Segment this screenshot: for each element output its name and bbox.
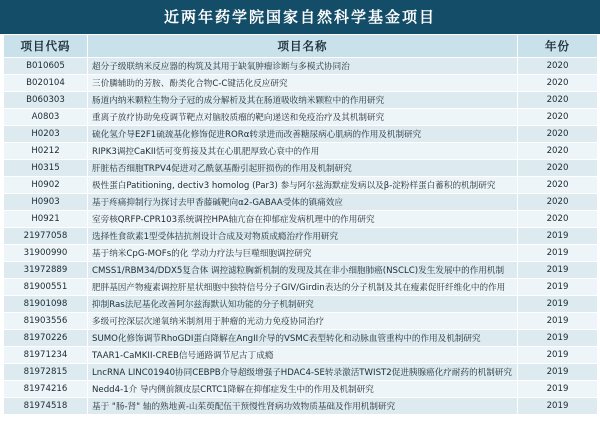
table-row bbox=[4, 75, 598, 92]
project-name-cell: 肠道内纳米颗粒生物分子冠的成分解析及其在肠道吸收纳米颗粒中的作用研究 bbox=[88, 92, 518, 109]
project-name-cell: 基于疼痛抑制行为探讨去甲香藤碱靶向α2-GABAA受体的镇痛效应 bbox=[88, 194, 518, 211]
project-year-cell: 2019 bbox=[518, 296, 598, 313]
project-name-cell: CMSS1/RBM34/DDX5复合体 调控滤粒胸新机制的发现及其在非小细胞肺癌(NSCLC)发生发展中的作用机制 bbox=[88, 262, 518, 279]
project-year-cell: 2019 bbox=[518, 245, 598, 262]
project-name-cell: 硫化氢介导E2F1硫巯基化修饰促进RORα转录进而改善糖尿病心肌病的作用及机制研究 bbox=[88, 126, 518, 143]
header-year: 年份 bbox=[518, 35, 598, 58]
table-row bbox=[4, 398, 598, 415]
project-year-cell: 2019 bbox=[518, 313, 598, 330]
table-row bbox=[4, 92, 598, 109]
project-year-cell: 2020 bbox=[518, 109, 598, 126]
table-row bbox=[4, 177, 598, 194]
table-row bbox=[4, 160, 598, 177]
table-row bbox=[4, 381, 598, 398]
table-row bbox=[4, 211, 598, 228]
project-code-cell: H0315 bbox=[4, 160, 88, 177]
project-year-cell: 2019 bbox=[518, 228, 598, 245]
table-row bbox=[4, 126, 598, 143]
table-row bbox=[4, 194, 598, 211]
table-body bbox=[4, 58, 598, 415]
table-row bbox=[4, 313, 598, 330]
project-year-cell: 2020 bbox=[518, 58, 598, 75]
project-code-cell: H0921 bbox=[4, 211, 88, 228]
table-header-row bbox=[4, 35, 598, 58]
project-code-cell: 81972815 bbox=[4, 364, 88, 381]
page-title: 近两年药学院国家自然科学基金项目 bbox=[0, 0, 600, 34]
project-code-cell: A0803 bbox=[4, 109, 88, 126]
project-year-cell: 2020 bbox=[518, 126, 598, 143]
project-code-cell: 21977058 bbox=[4, 228, 88, 245]
project-year-cell: 2020 bbox=[518, 143, 598, 160]
project-name-cell: 选择性食欲素1型受体拮抗剂设计合成及对物质成瘾治疗作用研究 bbox=[88, 228, 518, 245]
project-code-cell: 81900551 bbox=[4, 279, 88, 296]
project-name-cell: Nedd4-1介 导内侧前额皮层CRTC1降解在抑郁症发生中的作用及机制研究 bbox=[88, 381, 518, 398]
table-row bbox=[4, 330, 598, 347]
project-name-cell: 超分子级联纳米反应器的构筑及其用于缺氧肿瘤诊断与多模式协同治 bbox=[88, 58, 518, 75]
project-code-cell: H0903 bbox=[4, 194, 88, 211]
project-code-cell: 81974518 bbox=[4, 398, 88, 415]
table-row bbox=[4, 347, 598, 364]
header-code: 项目代码 bbox=[4, 35, 88, 58]
project-year-cell: 2020 bbox=[518, 194, 598, 211]
table-row bbox=[4, 143, 598, 160]
table-row bbox=[4, 58, 598, 75]
project-name-cell: TAAR1-CaMKII-CREB信号通路调节尼古丁成瘾 bbox=[88, 347, 518, 364]
table-row bbox=[4, 109, 598, 126]
project-year-cell: 2020 bbox=[518, 211, 598, 228]
projects-table bbox=[3, 34, 598, 415]
project-name-cell: 极性蛋白Patitioning, dectiv3 homolog (Par3) 参与阿尔兹海默症发病以及β-淀粉样蛋白蓄积的机制研究 bbox=[88, 177, 518, 194]
project-code-cell: 31972889 bbox=[4, 262, 88, 279]
project-name-cell: 基于 "肠-肾" 轴的熟地黄-山茱萸配伍干预慢性肾病功效物质基础及作用机制研究 bbox=[88, 398, 518, 415]
project-name-cell: 肥胖基因产物瘦素调控肝星状细胞中独特信号分子GIV/Girdin表达的分子机制及其在瘦素促肝纤维化中的作用 bbox=[88, 279, 518, 296]
table-row bbox=[4, 262, 598, 279]
table-row bbox=[4, 296, 598, 313]
project-name-cell: SUMO化修饰调节RhoGDI蛋白降解在AngII介导的VSMC表型转化和动脉血管重构中的作用及机制研究 bbox=[88, 330, 518, 347]
project-code-cell: 81970226 bbox=[4, 330, 88, 347]
project-year-cell: 2020 bbox=[518, 160, 598, 177]
project-name-cell: 重离子放疗协助免疫调节靶点对脑胶质瘤的靶向递送和免疫治疗及其机制研究 bbox=[88, 109, 518, 126]
table-row bbox=[4, 228, 598, 245]
project-code-cell: B010605 bbox=[4, 58, 88, 75]
project-name-cell: 三价膦辅助的芳胺、酚类化合物C-C键活化反应研究 bbox=[88, 75, 518, 92]
project-code-cell: H0212 bbox=[4, 143, 88, 160]
project-code-cell: B020104 bbox=[4, 75, 88, 92]
project-name-cell: 多级可控深层次递氧纳米制剂用于肿瘤的光动力免疫协同治疗 bbox=[88, 313, 518, 330]
table-row bbox=[4, 279, 598, 296]
project-code-cell: 81971234 bbox=[4, 347, 88, 364]
project-year-cell: 2019 bbox=[518, 398, 598, 415]
project-year-cell: 2019 bbox=[518, 364, 598, 381]
project-year-cell: 2020 bbox=[518, 92, 598, 109]
project-name-cell: 基于纳米CpG-MOFs的化 学动力疗法与巨噬细胞调控研究 bbox=[88, 245, 518, 262]
project-code-cell: 81974216 bbox=[4, 381, 88, 398]
project-code-cell: B060303 bbox=[4, 92, 88, 109]
project-year-cell: 2019 bbox=[518, 262, 598, 279]
project-code-cell: H0902 bbox=[4, 177, 88, 194]
project-year-cell: 2019 bbox=[518, 347, 598, 364]
project-name-cell: 肝脏枯否细胞TRPV4促进对乙酰氨基酚引起肝损伤的作用及机制研究 bbox=[88, 160, 518, 177]
project-name-cell: 抑制Ras法尼基化改善阿尔兹海默认知功能的分子机制研究 bbox=[88, 296, 518, 313]
table-row bbox=[4, 245, 598, 262]
project-code-cell: 81901098 bbox=[4, 296, 88, 313]
project-code-cell: 81903556 bbox=[4, 313, 88, 330]
project-year-cell: 2020 bbox=[518, 75, 598, 92]
project-year-cell: 2019 bbox=[518, 279, 598, 296]
project-name-cell: RIPK3调控CaKII恬可变剪接及其在心肌肥厚致心衰中的作用 bbox=[88, 143, 518, 160]
project-name-cell: LncRNA LINC01940协同CEBPB介导超级增强子HDAC4-SE转录激活TWIST2促进胰腺癌化疗耐药的机制研究 bbox=[88, 364, 518, 381]
header-name: 项目名称 bbox=[88, 35, 518, 58]
project-name-cell: 室旁核QRFP-CPR103系统调控HPA轴亢奋在抑郁症发病机理中的作用研究 bbox=[88, 211, 518, 228]
project-code-cell: 31900990 bbox=[4, 245, 88, 262]
project-year-cell: 2020 bbox=[518, 177, 598, 194]
table-row bbox=[4, 364, 598, 381]
project-year-cell: 2019 bbox=[518, 381, 598, 398]
project-year-cell: 2019 bbox=[518, 330, 598, 347]
project-code-cell: H0203 bbox=[4, 126, 88, 143]
